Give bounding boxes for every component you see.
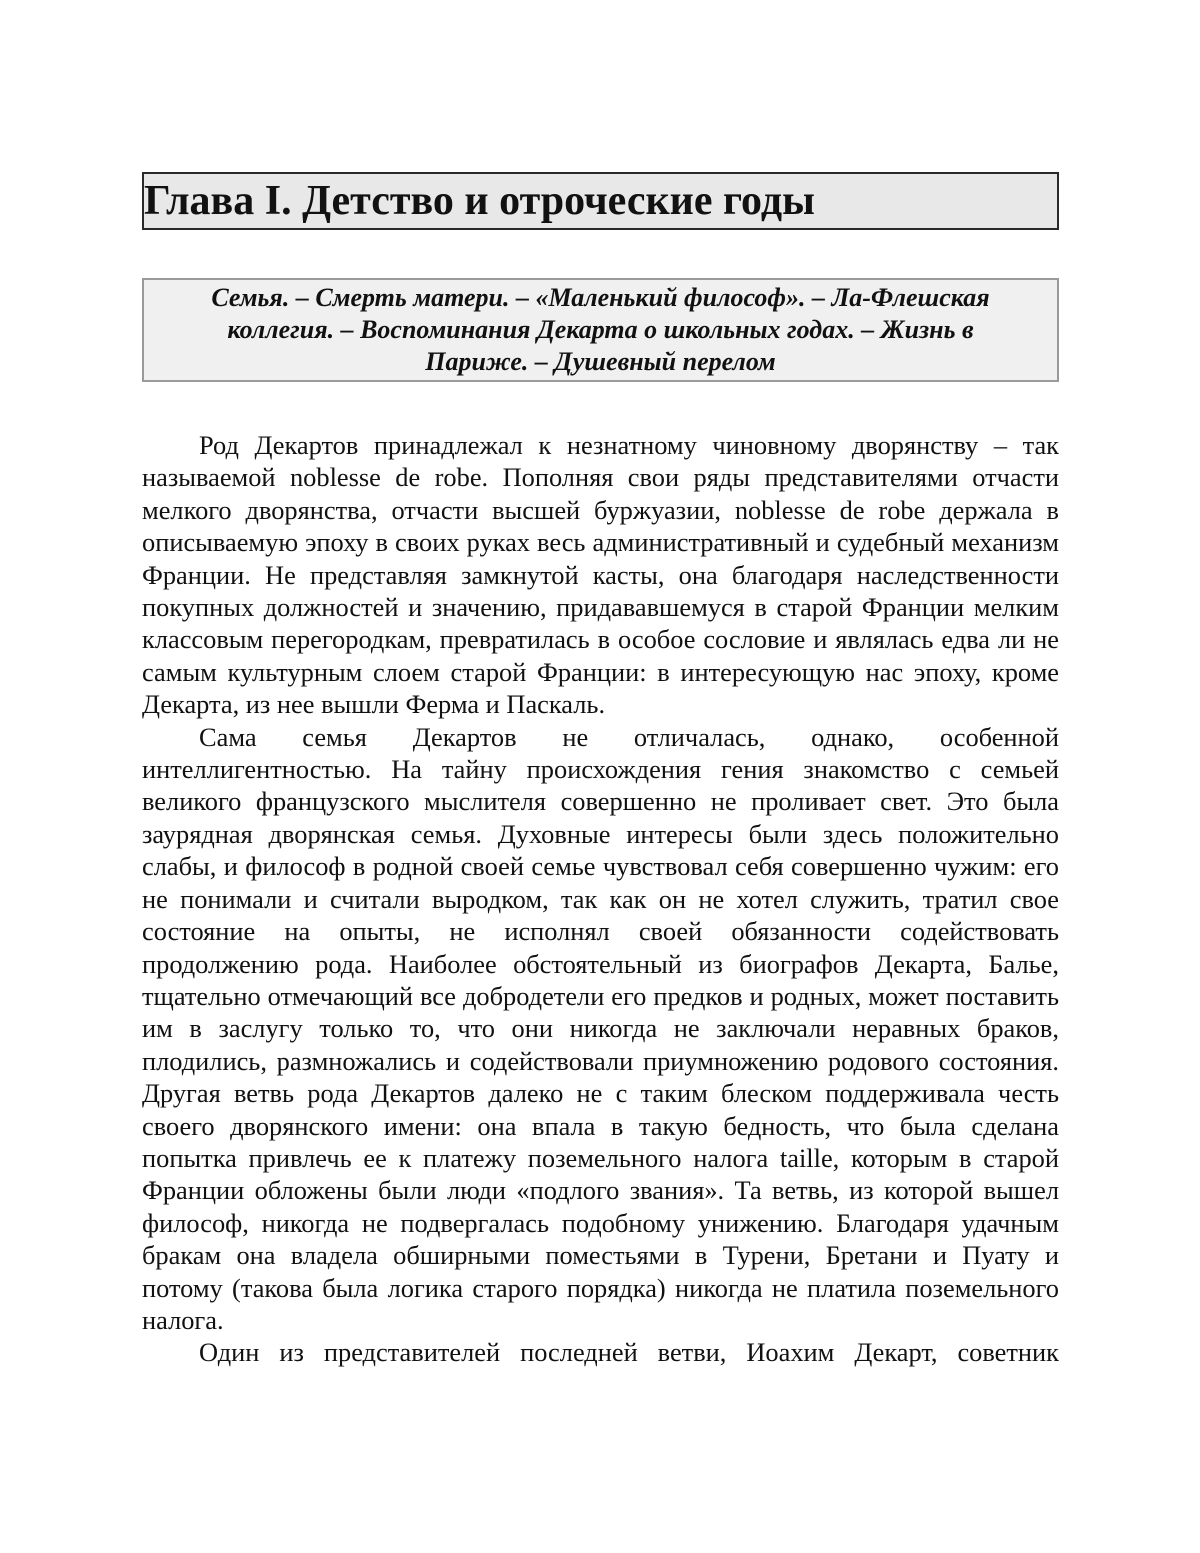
paragraph-2: Сама семья Декартов не отличалась, однако, особенной интеллигентностью. На тайну происхождения гения знакомство с семьей великого французского мыслителя совершенно не проливает свет. Это была заурядная дворянская семья. Духовные интересы были здесь положительно слабы, и философ в родной своей семье чувствовал себя совершенно чужим: его не понимали и считали выродком, так как он не хотел служить, тратил свое состояние на опыты, не исполнял своей обязанности содействовать продолжению рода. Наиболее обстоятельный из биографов Декарта, Балье, тщательно отмечающий все добродетели его предков и родных, может поставить им в заслугу только то, что они никогда не заключали неравных браков, плодились, размножались и содействовали приумножению родового состояния. Другая ветвь рода Декартов далеко не с таким блеском поддерживала честь своего дворянского имени: она впала в такую бедность, что была сделана попытка привлечь ее к платежу поземельного налога taille, которым в старой Франции обложены были люди «подлого звания». Та ветвь, из которой вышел философ, никогда не подвергалась подобному унижению. Благодаря удачным бракам она владела обширными поместьями в Турени, Бретани и Пуату и потому (такова была логика старого порядка) никогда не платила поземельного налога. bbox=[142, 721, 1059, 1335]
paragraph-1: Род Декартов принадлежал к незнатному чиновному дворянству – так называемой noblesse de robe. Пополняя свои ряды представителями отчасти мелкого дворянства, отчасти высшей буржуазии, noblesse de robe держала в описываемую эпоху в своих руках весь административный и судебный механизм Франции. Не представляя замкнутой касты, она благодаря наследственности покупных должностей и значению, придававшемуся в старой Франции мелким классовым перегородкам, превратилась в особое сословие и являлась едва ли не самым культурным слоем старой Франции: в интересующую нас эпоху, кроме Декарта, из нее вышли Ферма и Паскаль. bbox=[142, 430, 1059, 720]
chapter-synopsis: Семья. – Смерть матери. – «Маленький философ». – Ла-Флешская коллегия. – Воспоминания Декарта о школьных годах. – Жизнь в Париже. – Душевный перелом bbox=[142, 278, 1059, 382]
document-page bbox=[142, 172, 1059, 1369]
chapter-body bbox=[142, 429, 1059, 1369]
chapter-title: Глава I. Детство и отроческие годы bbox=[142, 172, 1059, 230]
paragraph-3: Один из представителей последней ветви, Иоахим Декарт, советник bbox=[199, 1337, 1059, 1368]
